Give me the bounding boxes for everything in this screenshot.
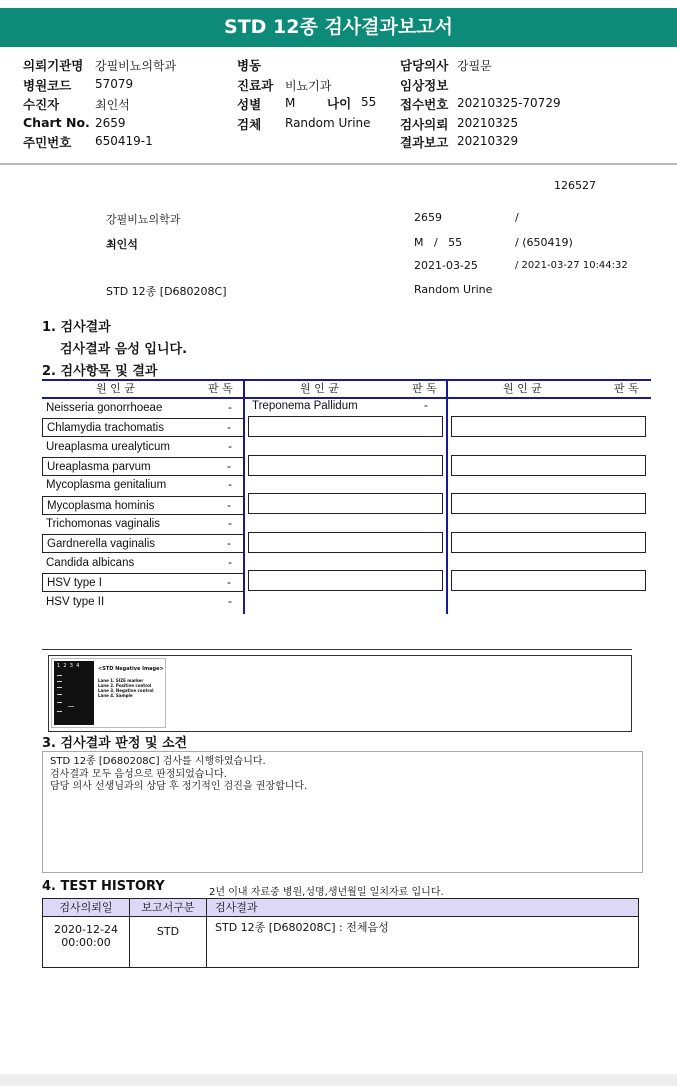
- organism-result: -: [228, 595, 232, 608]
- header-value: Random Urine: [285, 116, 371, 130]
- label-birth: / (650419): [515, 236, 573, 249]
- header-value: 최인석: [95, 98, 130, 112]
- header-value: 650419-1: [95, 134, 153, 148]
- organism-result: -: [228, 556, 232, 569]
- gel-legend-item: Lane 1. SIZE marker: [98, 678, 144, 683]
- page-bottom-bar: [0, 1074, 677, 1086]
- gel-band: [57, 687, 62, 688]
- organism-result: -: [228, 479, 232, 492]
- history-date-cell: [42, 916, 130, 968]
- organism-name: Ureaplasma parvum: [47, 461, 151, 474]
- gel-title: <STD Negative Image>: [98, 666, 164, 672]
- header-divider: [0, 163, 677, 165]
- header-value: 강필문: [457, 59, 492, 73]
- organism-name: Mycoplasma genitalium: [46, 479, 167, 492]
- empty-cell: [451, 455, 646, 476]
- col2-organism-result: -: [424, 400, 428, 412]
- history-time: 00:00:00: [61, 936, 111, 949]
- organism-name: Candida albicans: [46, 556, 135, 569]
- organism-result: -: [228, 518, 232, 531]
- organism-name: Trichomonas vaginalis: [46, 518, 160, 531]
- gel-band: [57, 675, 62, 676]
- history-note: 2년 이내 자료중 병원,성명,생년월일 일치자료 입니다.: [209, 887, 444, 898]
- label-specimen: Random Urine: [414, 283, 493, 296]
- section-divider: [42, 649, 632, 650]
- gel-band: [57, 711, 62, 712]
- header-value: 20210325: [457, 116, 519, 130]
- organism-name: Ureaplasma urealyticum: [46, 440, 170, 453]
- label-chart: 2659: [414, 211, 442, 224]
- empty-cell: [451, 416, 646, 437]
- age-value: 55: [361, 95, 377, 109]
- header-label: 검체: [237, 117, 262, 132]
- header-value: 2659: [95, 116, 126, 130]
- gel-legend-item: Lane 4. Sample: [98, 693, 133, 698]
- label-date1: 2021-03-25: [414, 259, 478, 272]
- empty-cell: [248, 570, 443, 591]
- history-date: 2020-12-24: [54, 923, 118, 936]
- col1-res-header: 판 독: [208, 382, 233, 395]
- history-type: STD: [129, 916, 207, 968]
- gel-band: [68, 706, 74, 707]
- organism-row: [42, 534, 244, 553]
- header-label: 병동: [237, 58, 262, 73]
- gel-band: [57, 702, 62, 703]
- organism-name: Chlamydia trachomatis: [47, 422, 164, 435]
- label-sex-age: M / 55: [414, 236, 463, 249]
- organism-name: Neisseria gonorrhoeae: [46, 402, 163, 414]
- history-result: STD 12종 [D680208C] : 전체음성: [206, 916, 639, 968]
- age-label: 나이: [327, 96, 352, 111]
- header-label: 검사의뢰: [400, 117, 449, 132]
- organism-result: -: [228, 440, 232, 453]
- header-label: 접수번호: [400, 97, 449, 112]
- header-label: 의뢰기관명: [23, 58, 84, 73]
- label-clinic: 강필비뇨의학과: [106, 213, 181, 226]
- header-value: 비뇨기과: [285, 79, 332, 93]
- gel-legend-item: Lane 2. Positive control: [98, 683, 152, 688]
- section4-title: 4. TEST HISTORY: [42, 879, 165, 894]
- gel-lanes-image: [54, 661, 94, 725]
- label-date2: / 2021-03-27 10:44:32: [515, 260, 628, 271]
- header-label: Chart No.: [23, 115, 90, 130]
- header-label: 주민번호: [23, 135, 72, 150]
- organism-name: Gardnerella vaginalis: [47, 538, 156, 551]
- empty-cell: [248, 416, 443, 437]
- organism-row: [42, 573, 244, 592]
- organism-result: -: [227, 499, 231, 512]
- header-label: 진료과: [237, 78, 274, 93]
- label-patient: 최인석: [106, 238, 138, 251]
- col-divider-2: [446, 380, 448, 614]
- col2-res-header: 판 독: [412, 382, 437, 395]
- organism-name: Mycoplasma hominis: [47, 499, 155, 512]
- gel-legend: [98, 678, 154, 698]
- col2-org-header: 원 인 균: [300, 382, 339, 395]
- opinion-box: [42, 751, 643, 873]
- header-value: 강필비뇨의학과: [95, 59, 177, 73]
- organism-result: -: [227, 422, 231, 435]
- header-value: 20210329: [457, 134, 519, 148]
- organism-result: -: [228, 402, 232, 414]
- gel-band: [57, 694, 62, 695]
- header-value: M: [285, 96, 296, 110]
- organism-result: -: [227, 538, 231, 551]
- label-slash: /: [515, 211, 519, 224]
- opinion-text: [50, 756, 307, 794]
- empty-cell: [451, 532, 646, 553]
- organism-row: [42, 496, 244, 515]
- header-label: 병원코드: [23, 78, 72, 93]
- empty-cell: [248, 493, 443, 514]
- gel-legend-item: Lane 3. Negative control: [98, 688, 154, 693]
- organism-result: -: [227, 461, 231, 474]
- col3-org-header: 원 인 균: [503, 382, 542, 395]
- empty-cell: [451, 570, 646, 591]
- empty-cell: [248, 532, 443, 553]
- header-label: 임상정보: [400, 78, 449, 93]
- organism-row: [42, 399, 244, 418]
- gel-lane-numbers: 1 2 3 4: [57, 663, 80, 669]
- organism-name: HSV type II: [46, 595, 105, 608]
- opinion-line: 검사결과 모두 음성으로 판정되었습니다.: [50, 768, 227, 780]
- organism-name: HSV type I: [47, 577, 102, 590]
- header-label: 담당의사: [400, 58, 449, 73]
- header-label: 수진자: [23, 97, 60, 112]
- section3-title: 3. 검사결과 판정 및 소견: [42, 736, 188, 751]
- organism-row: [42, 593, 244, 612]
- organism-row: [42, 418, 244, 437]
- history-header-date: 검사의뢰일: [42, 898, 130, 917]
- section2-title: 2. 검사항목 및 결과: [42, 364, 158, 379]
- section1-summary: 검사결과 음성 입니다.: [60, 342, 188, 357]
- header-label: 성별: [237, 97, 262, 112]
- gel-image-box: [48, 655, 632, 732]
- empty-cell: [248, 455, 443, 476]
- organism-row: [42, 554, 244, 573]
- gel-band: [57, 681, 62, 682]
- empty-cell: [451, 493, 646, 514]
- col3-res-header: 판 독: [614, 382, 639, 395]
- report-title: STD 12종 검사결과보고서: [0, 8, 677, 47]
- opinion-line: 담당 의사 선생님과의 상담 후 정기적인 검진을 권장합니다.: [50, 781, 308, 792]
- col2-organism-name: Treponema Pallidum: [252, 400, 358, 412]
- organism-row: [42, 457, 244, 476]
- opinion-line: STD 12종 [D680208C] 검사를 시행하였습니다.: [50, 756, 266, 767]
- history-header-result: 검사결과: [206, 898, 639, 917]
- history-header-type: 보고서구분: [129, 898, 207, 917]
- gel-thumbnail: [51, 658, 166, 728]
- specimen-number: 126527: [554, 179, 596, 192]
- header-value: 20210325-70729: [457, 96, 561, 110]
- header-value: 57079: [95, 77, 134, 91]
- organism-row: [42, 438, 244, 457]
- organism-row: [42, 476, 244, 495]
- label-test: STD 12종 [D680208C]: [106, 285, 227, 298]
- col1-org-header: 원 인 균: [96, 382, 135, 395]
- header-label: 결과보고: [400, 135, 449, 150]
- organism-row: [42, 515, 244, 534]
- organism-result: -: [227, 577, 231, 590]
- section1-title: 1. 검사결과: [42, 320, 111, 335]
